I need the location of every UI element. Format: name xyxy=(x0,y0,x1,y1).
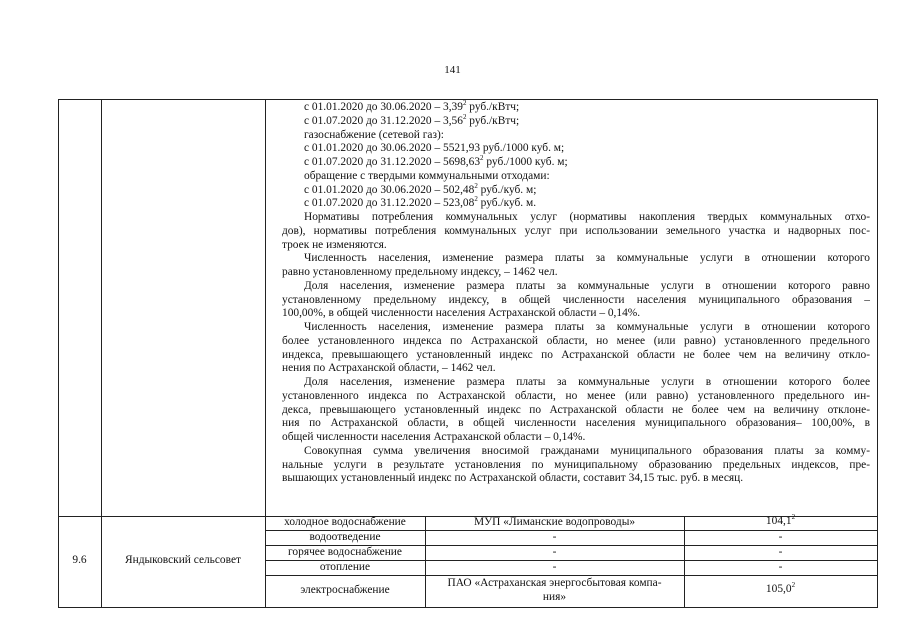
text-line: 100,00%, в общей численности населения Астраханской области – 0,14%. xyxy=(282,307,641,320)
text-line: нальные услуги в результате установления по муниципальному образованию предельных индексов, пре- xyxy=(282,458,870,471)
text-line: Доля населения, изменение размера платы за коммунальные услуги в отношении которого более xyxy=(304,376,870,388)
text-line: вышающих установленный индекс по Астраханской области, составит 34,15 тыс. руб. в месяц. xyxy=(282,472,744,485)
service-name: водоотведение xyxy=(309,531,381,543)
service-name: холодное водоснабжение xyxy=(284,516,406,528)
service-provider: - xyxy=(552,546,557,558)
page-number: 141 xyxy=(444,64,461,76)
text-line: троек не изменяются. xyxy=(282,238,387,251)
service-value: 104,1$^2$ xyxy=(765,513,796,527)
col-divider-1 xyxy=(101,99,102,608)
text-line: дов), нормативы потребления коммунальных услуг при использовании земельного участка и надворных пос- xyxy=(282,224,870,237)
text-line: Совокупная сумма увеличения вносимой гражданами муниципального образования платы за комму- xyxy=(304,444,870,457)
text-line: более установленного индекса по Астраханской области, но менее (или равно) установленного предельного xyxy=(282,334,870,347)
text-line: с 01.07.2020 до 31.12.2020 – 523,08$^2$ руб./куб. м. xyxy=(304,195,537,210)
text-line: установленному предельному индексу, в общей численности населения муниципального образования – xyxy=(282,293,870,306)
settlement-name: Яндыковский сельсовет xyxy=(125,554,241,566)
service-value: - xyxy=(778,561,783,573)
service-value: - xyxy=(778,531,783,543)
text-line: с 01.07.2020 до 31.12.2020 – 3,56$^2$ руб./кВтч; xyxy=(304,112,520,127)
text-line: газоснабжение (сетевой газ): xyxy=(304,128,444,141)
service-name: горячее водоснабжение xyxy=(288,546,402,558)
text-line: с 01.07.2020 до 31.12.2020 – 5698,63$^2$ руб./1000 куб. м; xyxy=(304,154,568,168)
service-provider xyxy=(425,576,684,604)
text-line: равно установленному предельному индексу, – 1462 чел. xyxy=(282,266,558,278)
provider-line: ния» xyxy=(542,591,567,603)
table-border-right xyxy=(877,99,878,608)
text-line: с 01.01.2020 до 30.06.2020 – 502,48$^2$ руб./куб. м; xyxy=(304,181,537,196)
service-provider: - xyxy=(552,531,557,543)
text-line: с 01.01.2020 до 30.06.2020 – 5521,93 руб./1000 куб. м; xyxy=(304,142,565,155)
text-line: индекса, превышающего установленный индекс по Астраханской области не более чем на величину откло- xyxy=(282,348,870,361)
service-provider: - xyxy=(552,561,557,573)
text-line: ния по Астраханской области, в общей численности населения муниципального образования– 100,00%, в xyxy=(282,417,870,430)
service-value: 105,0$^2$ xyxy=(765,581,796,595)
table-border-left xyxy=(58,99,59,608)
text-line: Численность населения, изменение размера платы за коммунальные услуги в отношении которого xyxy=(304,321,870,333)
service-value: - xyxy=(778,546,783,558)
text-line: декса, превышающего установленный индекс по Астраханской области не более чем на величину отклоне- xyxy=(282,403,870,416)
tariff-text-block xyxy=(282,101,870,486)
service-name: электроснабжение xyxy=(300,584,390,596)
table-border-bottom xyxy=(58,607,878,608)
table-border-top xyxy=(58,99,878,100)
row-number: 9.6 xyxy=(72,554,87,566)
text-line: с 01.01.2020 до 30.06.2020 – 3,39$^2$ руб./кВтч; xyxy=(304,99,520,113)
text-line: Доля населения, изменение размера платы за коммунальные услуги в отношении которого равно xyxy=(304,279,870,292)
text-line: общей численности населения Астраханской области – 0,14%. xyxy=(282,431,586,443)
service-name: отопление xyxy=(319,561,371,573)
text-line: Численность населения, изменение размера платы за коммунальные услуги в отношении которого xyxy=(304,252,870,265)
text-line: нения по Астраханской области, – 1462 чел. xyxy=(282,362,496,375)
text-line: обращение с твердыми коммунальными отходами: xyxy=(304,169,550,182)
text-line: установленного индекса по Астраханской области, но менее (или равно) установленного предельного ин- xyxy=(282,389,870,402)
provider-line: ПАО «Астраханская энергосбытовая компа- xyxy=(447,577,662,589)
text-line: Нормативы потребления коммунальных услуг (нормативы накопления твердых коммунальных отхо- xyxy=(304,211,870,223)
service-provider: МУП «Лиманские водопроводы» xyxy=(473,516,636,528)
